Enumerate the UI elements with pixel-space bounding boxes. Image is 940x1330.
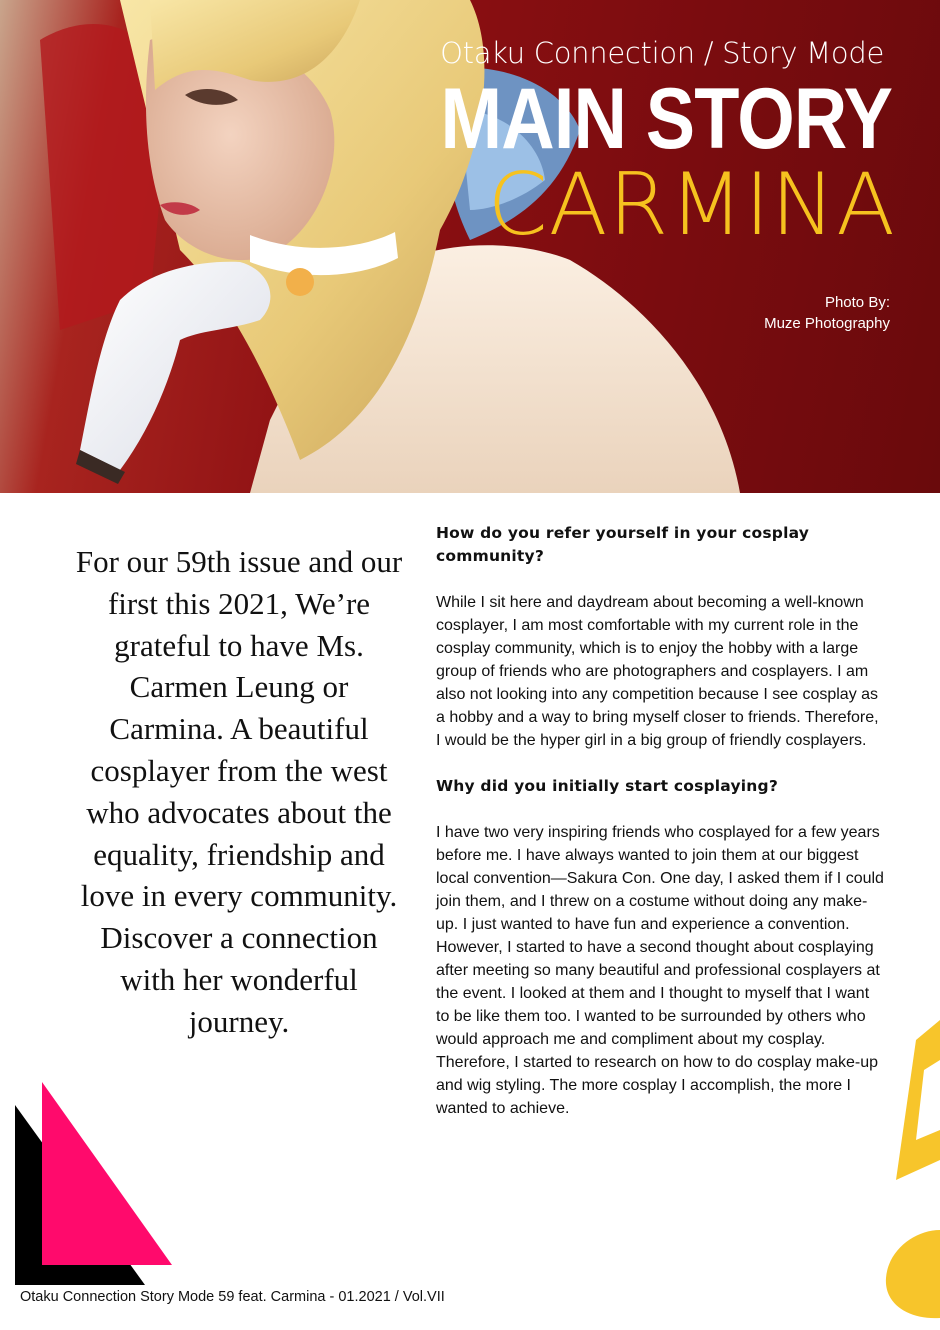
featured-name: CARMINA <box>487 155 896 255</box>
interview-answer: I have two very inspiring friends who cosplayed for a few years before me. I have always wanted to join them at our biggest local convention—Sakura Con. One day, I asked them if I could join them, and I threw on a costume without doing any make-up. I just wanted to have fun and experience a convention. However, I started to have a second thought about cosplaying after meeting so many beautiful and professional cosplayers at the event. I looked at them and I thought to myself that I want to be like them too. I wanted to be surrounded by others who would approach me and compliment about my cosplay. Therefore, I started to research on how to do cosplay make-up and wig styling. The more cosplay I accomplish, the more I wanted to achieve. <box>436 824 884 1117</box>
intro-paragraph: For our 59th issue and our first this 2021, We’re grateful to have Ms. Carmen Leung or Carmina. A beautiful cosplayer from the west who advocates about the equality, friendship and love in every community. Discover a connection with her wonderful journey. <box>75 544 403 1039</box>
interview-question: Why did you initially start cosplaying? <box>436 777 779 795</box>
hero-banner <box>0 0 940 493</box>
yellow-shape-decoration <box>896 1010 940 1190</box>
qa-item <box>436 522 886 752</box>
photo-credit-label: Photo By: <box>824 294 890 311</box>
interview-article <box>436 522 886 1120</box>
photo-credit <box>764 292 890 334</box>
interview-answer: While I sit here and daydream about becoming a well-known cosplayer, I am most comfortable with my current role in the cosplay community, which is to enjoy the hobby with a large group of friends who are photographers and cosplayers. I am also not looking into any competition because I see cosplay as a hobby and a way to bring myself closer to friends. Therefore, I would be the hyper girl in a big group of friendly cosplayers. <box>436 594 879 749</box>
magazine-section-label: Otaku Connection / Story Mode <box>440 36 884 70</box>
photo-credit-name: Muze Photography <box>764 315 890 332</box>
interview-question: How do you refer yourself in your cosplay community? <box>436 524 810 565</box>
story-title: MAIN STORY <box>440 71 892 167</box>
yellow-circle-decoration <box>880 1220 940 1330</box>
qa-item <box>436 775 886 1120</box>
page-footer: Otaku Connection Story Mode 59 feat. Carmina - 01.2021 / Vol.VII <box>20 1289 445 1305</box>
triangle-decoration <box>0 1070 180 1290</box>
